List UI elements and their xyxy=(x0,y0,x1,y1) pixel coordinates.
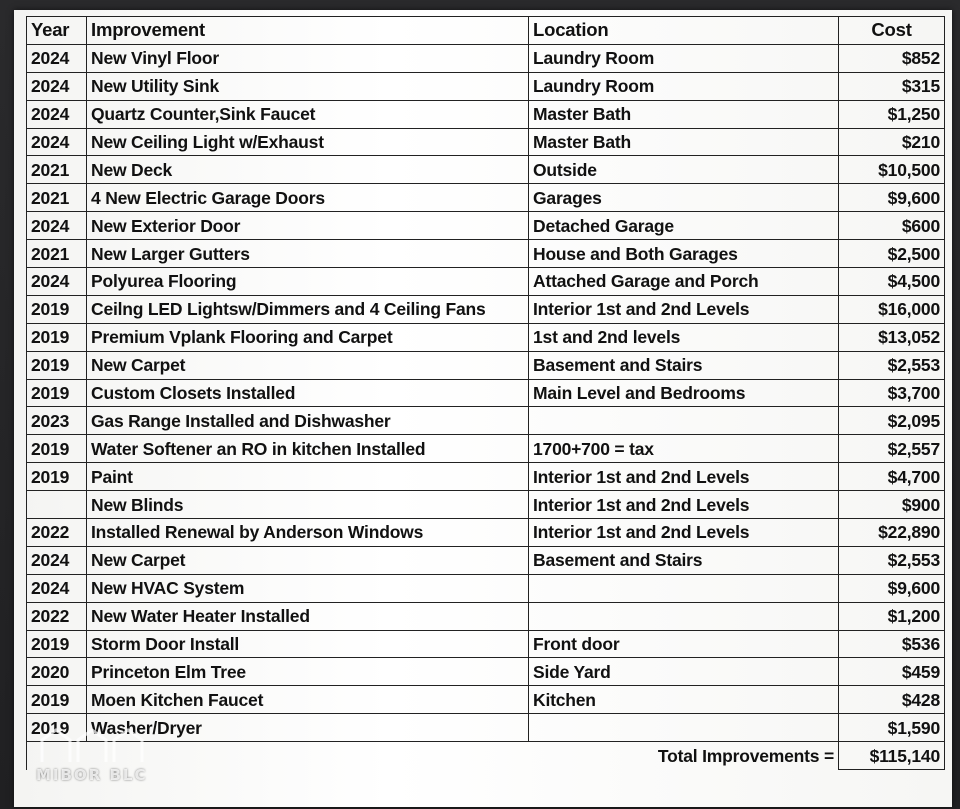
cost-cell: $900 xyxy=(839,491,945,519)
improvement-cell: Polyurea Flooring xyxy=(87,268,529,296)
total-value: $115,140 xyxy=(839,742,945,770)
year-cell: 2019 xyxy=(27,435,87,463)
improvement-cell: Quartz Counter,Sink Faucet xyxy=(87,100,529,128)
location-cell: Laundry Room xyxy=(529,44,839,72)
location-cell: House and Both Garages xyxy=(529,240,839,268)
header-year: Year xyxy=(27,17,87,45)
improvements-table xyxy=(26,16,945,770)
cost-cell: $428 xyxy=(839,686,945,714)
table-row xyxy=(27,240,945,268)
location-cell: Kitchen xyxy=(529,686,839,714)
location-cell: Interior 1st and 2nd Levels xyxy=(529,491,839,519)
improvement-cell: New Ceiling Light w/Exhaust xyxy=(87,128,529,156)
year-cell: 2019 xyxy=(27,323,87,351)
improvement-cell: New Deck xyxy=(87,156,529,184)
cost-cell: $600 xyxy=(839,212,945,240)
improvement-cell: New Blinds xyxy=(87,491,529,519)
improvement-cell: New Exterior Door xyxy=(87,212,529,240)
cost-cell: $22,890 xyxy=(839,519,945,547)
year-cell: 2024 xyxy=(27,268,87,296)
table-row xyxy=(27,630,945,658)
table-row xyxy=(27,407,945,435)
improvement-cell: Premium Vplank Flooring and Carpet xyxy=(87,323,529,351)
cost-cell: $9,600 xyxy=(839,574,945,602)
cost-cell: $9,600 xyxy=(839,184,945,212)
cost-cell: $2,500 xyxy=(839,240,945,268)
cost-cell: $1,200 xyxy=(839,602,945,630)
location-cell xyxy=(529,602,839,630)
table-row xyxy=(27,491,945,519)
cost-cell: $1,590 xyxy=(839,714,945,742)
location-cell: Basement and Stairs xyxy=(529,351,839,379)
header-location: Location xyxy=(529,17,839,45)
location-cell xyxy=(529,407,839,435)
total-label: Total Improvements = xyxy=(87,742,839,770)
year-cell: 2019 xyxy=(27,714,87,742)
location-cell: Master Bath xyxy=(529,128,839,156)
improvement-cell: Paint xyxy=(87,463,529,491)
year-cell: 2023 xyxy=(27,407,87,435)
improvement-cell: Custom Closets Installed xyxy=(87,379,529,407)
improvement-cell: New Carpet xyxy=(87,546,529,574)
table-row xyxy=(27,546,945,574)
table-row xyxy=(27,295,945,323)
table-row xyxy=(27,268,945,296)
improvement-cell: Washer/Dryer xyxy=(87,714,529,742)
year-cell: 2024 xyxy=(27,574,87,602)
cost-cell: $2,095 xyxy=(839,407,945,435)
location-cell: Side Yard xyxy=(529,658,839,686)
year-cell: 2021 xyxy=(27,240,87,268)
year-cell: 2019 xyxy=(27,686,87,714)
table-row xyxy=(27,686,945,714)
cost-cell: $13,052 xyxy=(839,323,945,351)
table-row xyxy=(27,574,945,602)
location-cell xyxy=(529,574,839,602)
table-row xyxy=(27,323,945,351)
table-row xyxy=(27,714,945,742)
improvement-cell: New HVAC System xyxy=(87,574,529,602)
table-row xyxy=(27,44,945,72)
location-cell: Garages xyxy=(529,184,839,212)
year-cell: 2019 xyxy=(27,630,87,658)
cost-cell: $852 xyxy=(839,44,945,72)
cost-cell: $459 xyxy=(839,658,945,686)
table-row xyxy=(27,658,945,686)
improvement-cell: New Carpet xyxy=(87,351,529,379)
improvement-cell: New Utility Sink xyxy=(87,72,529,100)
table-row xyxy=(27,156,945,184)
year-cell: 2019 xyxy=(27,351,87,379)
year-cell: 2019 xyxy=(27,379,87,407)
improvement-cell: Princeton Elm Tree xyxy=(87,658,529,686)
improvement-cell: Storm Door Install xyxy=(87,630,529,658)
table-row xyxy=(27,72,945,100)
location-cell: Interior 1st and 2nd Levels xyxy=(529,295,839,323)
cost-cell: $2,557 xyxy=(839,435,945,463)
table-row xyxy=(27,212,945,240)
location-cell: Main Level and Bedrooms xyxy=(529,379,839,407)
year-cell xyxy=(27,491,87,519)
table-row xyxy=(27,100,945,128)
improvement-cell: 4 New Electric Garage Doors xyxy=(87,184,529,212)
cost-cell: $10,500 xyxy=(839,156,945,184)
location-cell xyxy=(529,714,839,742)
header-improvement: Improvement xyxy=(87,17,529,45)
improvement-cell: New Water Heater Installed xyxy=(87,602,529,630)
improvement-cell: Water Softener an RO in kitchen Installed xyxy=(87,435,529,463)
improvement-cell: New Larger Gutters xyxy=(87,240,529,268)
year-cell: 2019 xyxy=(27,295,87,323)
year-cell: 2021 xyxy=(27,156,87,184)
location-cell: Laundry Room xyxy=(529,72,839,100)
cost-cell: $3,700 xyxy=(839,379,945,407)
total-spacer xyxy=(27,742,87,770)
location-cell: Front door xyxy=(529,630,839,658)
year-cell: 2024 xyxy=(27,72,87,100)
location-cell: Basement and Stairs xyxy=(529,546,839,574)
year-cell: 2022 xyxy=(27,519,87,547)
location-cell: Outside xyxy=(529,156,839,184)
table-row xyxy=(27,379,945,407)
year-cell: 2024 xyxy=(27,212,87,240)
cost-cell: $315 xyxy=(839,72,945,100)
table-row xyxy=(27,602,945,630)
cost-cell: $16,000 xyxy=(839,295,945,323)
improvement-cell: Moen Kitchen Faucet xyxy=(87,686,529,714)
location-cell: 1700+700 = tax xyxy=(529,435,839,463)
year-cell: 2024 xyxy=(27,546,87,574)
improvement-cell: Ceilng LED Lightsw/Dimmers and 4 Ceiling Fans xyxy=(87,295,529,323)
table-row xyxy=(27,519,945,547)
table-row xyxy=(27,128,945,156)
year-cell: 2024 xyxy=(27,128,87,156)
location-cell: Interior 1st and 2nd Levels xyxy=(529,519,839,547)
cost-cell: $536 xyxy=(839,630,945,658)
total-row xyxy=(27,742,945,770)
table-row xyxy=(27,435,945,463)
cost-cell: $4,700 xyxy=(839,463,945,491)
year-cell: 2019 xyxy=(27,463,87,491)
header-cost: Cost xyxy=(839,17,945,45)
document-page xyxy=(14,10,952,807)
year-cell: 2020 xyxy=(27,658,87,686)
location-cell: Master Bath xyxy=(529,100,839,128)
cost-cell: $2,553 xyxy=(839,546,945,574)
table-body xyxy=(27,44,945,741)
cost-cell: $4,500 xyxy=(839,268,945,296)
location-cell: 1st and 2nd levels xyxy=(529,323,839,351)
improvement-cell: New Vinyl Floor xyxy=(87,44,529,72)
year-cell: 2024 xyxy=(27,100,87,128)
cost-cell: $1,250 xyxy=(839,100,945,128)
watermark-text: MIBOR BLC xyxy=(36,766,148,784)
location-cell: Attached Garage and Porch xyxy=(529,268,839,296)
table-row xyxy=(27,184,945,212)
cost-cell: $2,553 xyxy=(839,351,945,379)
year-cell: 2024 xyxy=(27,44,87,72)
year-cell: 2021 xyxy=(27,184,87,212)
location-cell: Interior 1st and 2nd Levels xyxy=(529,463,839,491)
improvement-cell: Gas Range Installed and Dishwasher xyxy=(87,407,529,435)
cost-cell: $210 xyxy=(839,128,945,156)
year-cell: 2022 xyxy=(27,602,87,630)
header-row xyxy=(27,17,945,45)
table-row xyxy=(27,463,945,491)
location-cell: Detached Garage xyxy=(529,212,839,240)
improvement-cell: Installed Renewal by Anderson Windows xyxy=(87,519,529,547)
table-row xyxy=(27,351,945,379)
